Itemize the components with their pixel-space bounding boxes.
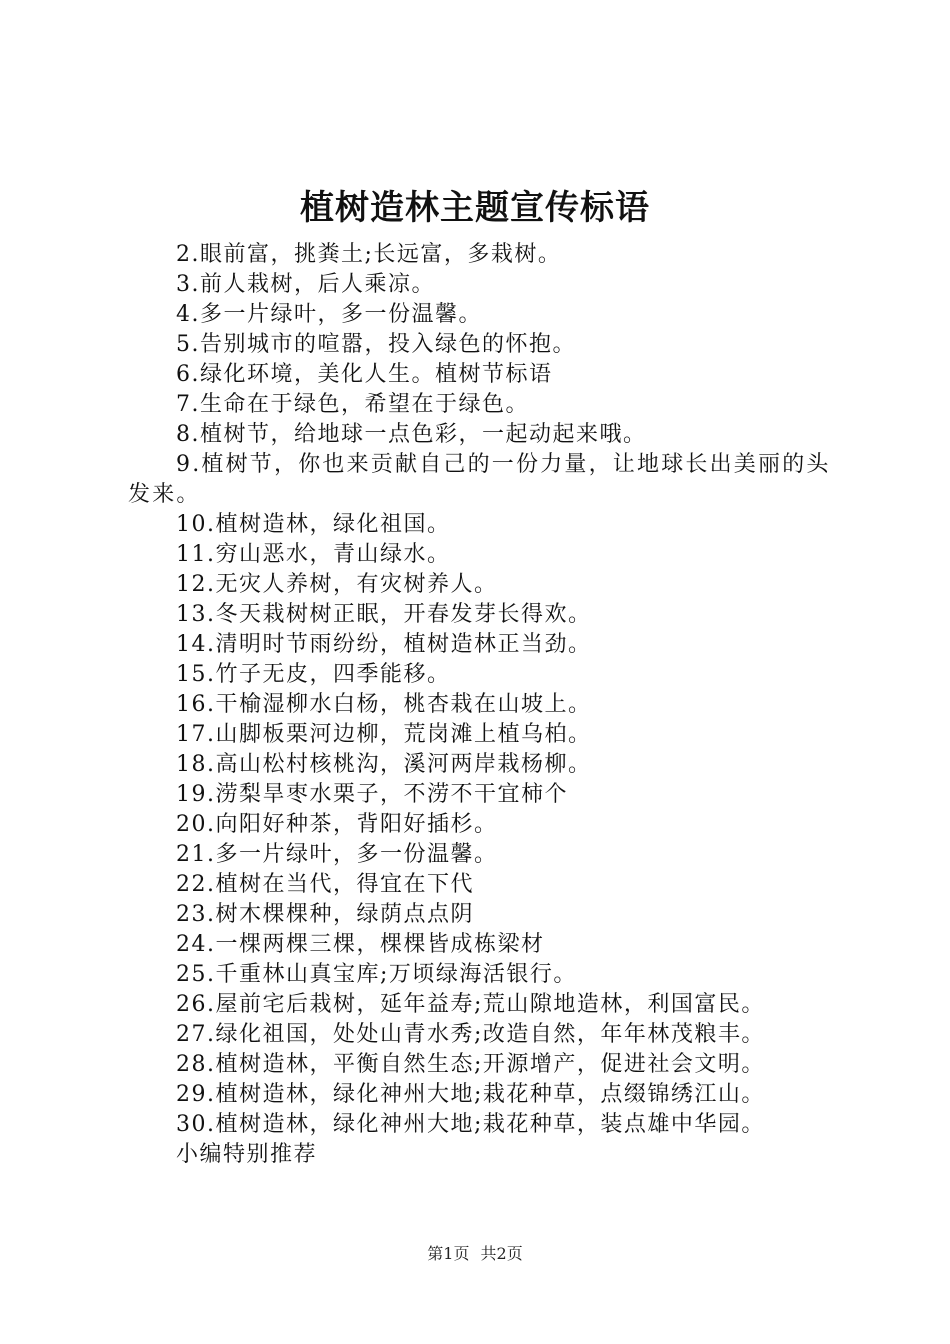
slogan-line: 30.植树造林，绿化神州大地;栽花种草，装点雄中华园。	[176, 1112, 765, 1137]
slogan-line: 21.多一片绿叶，多一份温馨。	[176, 842, 498, 867]
slogan-line: 3.前人栽树，后人乘凉。	[176, 272, 435, 297]
slogan-line: 17.山脚板栗河边柳，荒岗滩上植乌柏。	[176, 722, 592, 747]
slogan-line: 2.眼前富，挑粪土;长远富，多栽树。	[176, 242, 562, 267]
slogan-line: 28.植树造林，平衡自然生态;开源增产，促进社会文明。	[176, 1052, 765, 1077]
slogan-line: 4.多一片绿叶，多一份温馨。	[176, 302, 482, 327]
page-total: 共2页	[480, 1244, 523, 1263]
page-number: 第1页	[427, 1244, 470, 1263]
slogan-line: 11.穷山恶水，青山绿水。	[176, 542, 451, 567]
slogan-line: 20.向阳好种茶，背阳好插杉。	[176, 812, 498, 837]
slogan-line: 5.告别城市的喧嚣，投入绿色的怀抱。	[176, 332, 576, 357]
slogan-line: 26.屋前宅后栽树，延年益寿;荒山隙地造林，利国富民。	[176, 992, 765, 1017]
slogan-line: 8.植树节，给地球一点色彩，一起动起来哦。	[176, 422, 647, 447]
slogan-line: 13.冬天栽树树正眠，开春发芽长得欢。	[176, 602, 592, 627]
slogan-line: 22.植树在当代，得宜在下代	[176, 872, 474, 897]
slogan-line: 19.涝梨旱枣水栗子，不涝不干宜柿个	[176, 782, 568, 807]
slogan-line: 9.植树节，你也来贡献自己的一份力量，让地球长出美丽的头发来。	[128, 452, 831, 507]
recommend-line: 小编特别推荐	[176, 1142, 318, 1167]
slogan-line: 24.一棵两棵三棵，棵棵皆成栋梁材	[176, 932, 545, 957]
slogan-line: 29.植树造林，绿化神州大地;栽花种草，点缀锦绣江山。	[176, 1082, 765, 1107]
slogan-line: 16.干榆湿柳水白杨，桃杏栽在山坡上。	[176, 692, 592, 717]
slogan-line: 25.千重林山真宝库;万顷绿海活银行。	[176, 962, 577, 987]
slogan-line: 14.清明时节雨纷纷，植树造林正当劲。	[176, 632, 592, 657]
slogan-line: 12.无灾人养树，有灾树养人。	[176, 572, 498, 597]
document-title: 植树造林主题宣传标语	[300, 188, 650, 228]
slogan-line: 6.绿化环境，美化人生。植树节标语	[176, 362, 553, 387]
slogan-list	[128, 240, 834, 1170]
slogan-line: 7.生命在于绿色，希望在于绿色。	[176, 392, 529, 417]
slogan-line: 18.高山松村核桃沟，溪河两岸栽杨柳。	[176, 752, 592, 777]
slogan-line: 15.竹子无皮，四季能移。	[176, 662, 451, 687]
page-footer	[0, 1244, 950, 1264]
slogan-line: 23.树木棵棵种，绿荫点点阴	[176, 902, 474, 927]
slogan-line: 10.植树造林，绿化祖国。	[176, 512, 451, 537]
slogan-line: 27.绿化祖国，处处山青水秀;改造自然，年年林茂粮丰。	[176, 1022, 765, 1047]
